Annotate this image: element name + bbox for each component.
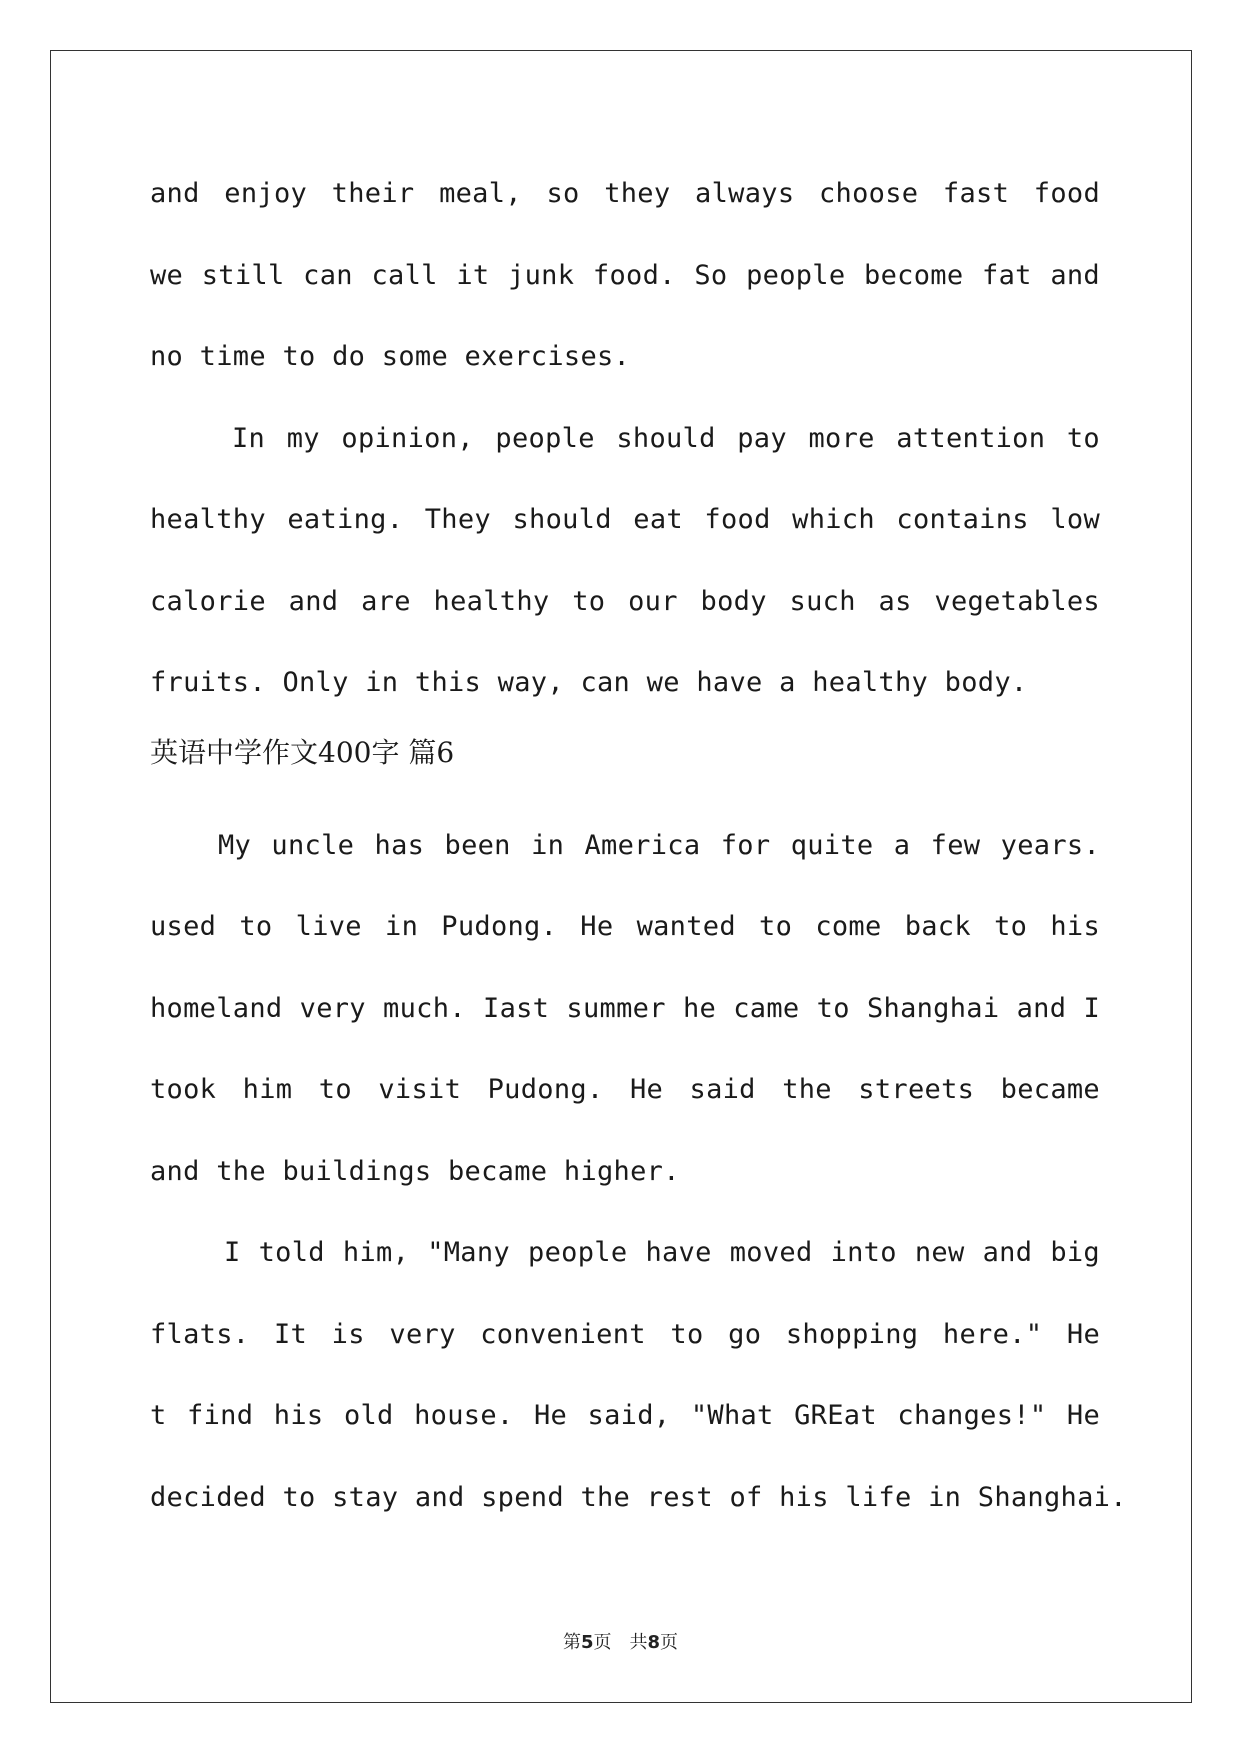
text-line: My uncle has been in America for quite a few years. xyxy=(218,829,1100,861)
footer-suffix: 页 xyxy=(660,1632,679,1653)
section-heading: 英语中学作文400字 篇6 xyxy=(150,735,455,769)
text-line: calorie and are healthy to our body such as vegetables xyxy=(150,585,1100,617)
text-line: no time to do some exercises. xyxy=(150,341,631,372)
text-line: fruits. Only in this way, can we have a healthy body. xyxy=(150,667,1028,698)
text-line: and the buildings became higher. xyxy=(150,1155,680,1187)
footer-mid: 页 xyxy=(593,1632,612,1653)
text-line: flats. It is very convenient to go shopping here." He xyxy=(150,1318,1100,1350)
text-line: we still can call it junk food. So people become fat and xyxy=(150,259,1100,291)
footer-prefix: 第 xyxy=(562,1632,581,1653)
text-line: used to live in Pudong. He wanted to come back to his xyxy=(150,911,1100,942)
current-page-number: 5 xyxy=(580,1632,594,1653)
text-line: I told him, "Many people have moved into new and big xyxy=(224,1237,1100,1268)
text-line: homeland very much. Iast summer he came to Shanghai and I xyxy=(150,992,1100,1024)
text-line: In my opinion, people should pay more attention to xyxy=(232,422,1100,454)
text-line: decided to stay and spend the rest of his life in Shanghai. xyxy=(150,1481,1127,1513)
text-line: and enjoy their meal, so they always choose fast food xyxy=(150,178,1100,209)
page-footer xyxy=(0,1628,1241,1654)
text-line: took him to visit Pudong. He said the streets became xyxy=(150,1074,1100,1105)
text-line: t find his old house. He said, "What GREat changes!" He xyxy=(150,1400,1100,1431)
document-body xyxy=(150,158,1127,1543)
text-line: healthy eating. They should eat food which contains low xyxy=(150,504,1100,535)
footer-total-prefix: 共 xyxy=(629,1632,648,1653)
total-pages-number: 8 xyxy=(647,1632,661,1653)
